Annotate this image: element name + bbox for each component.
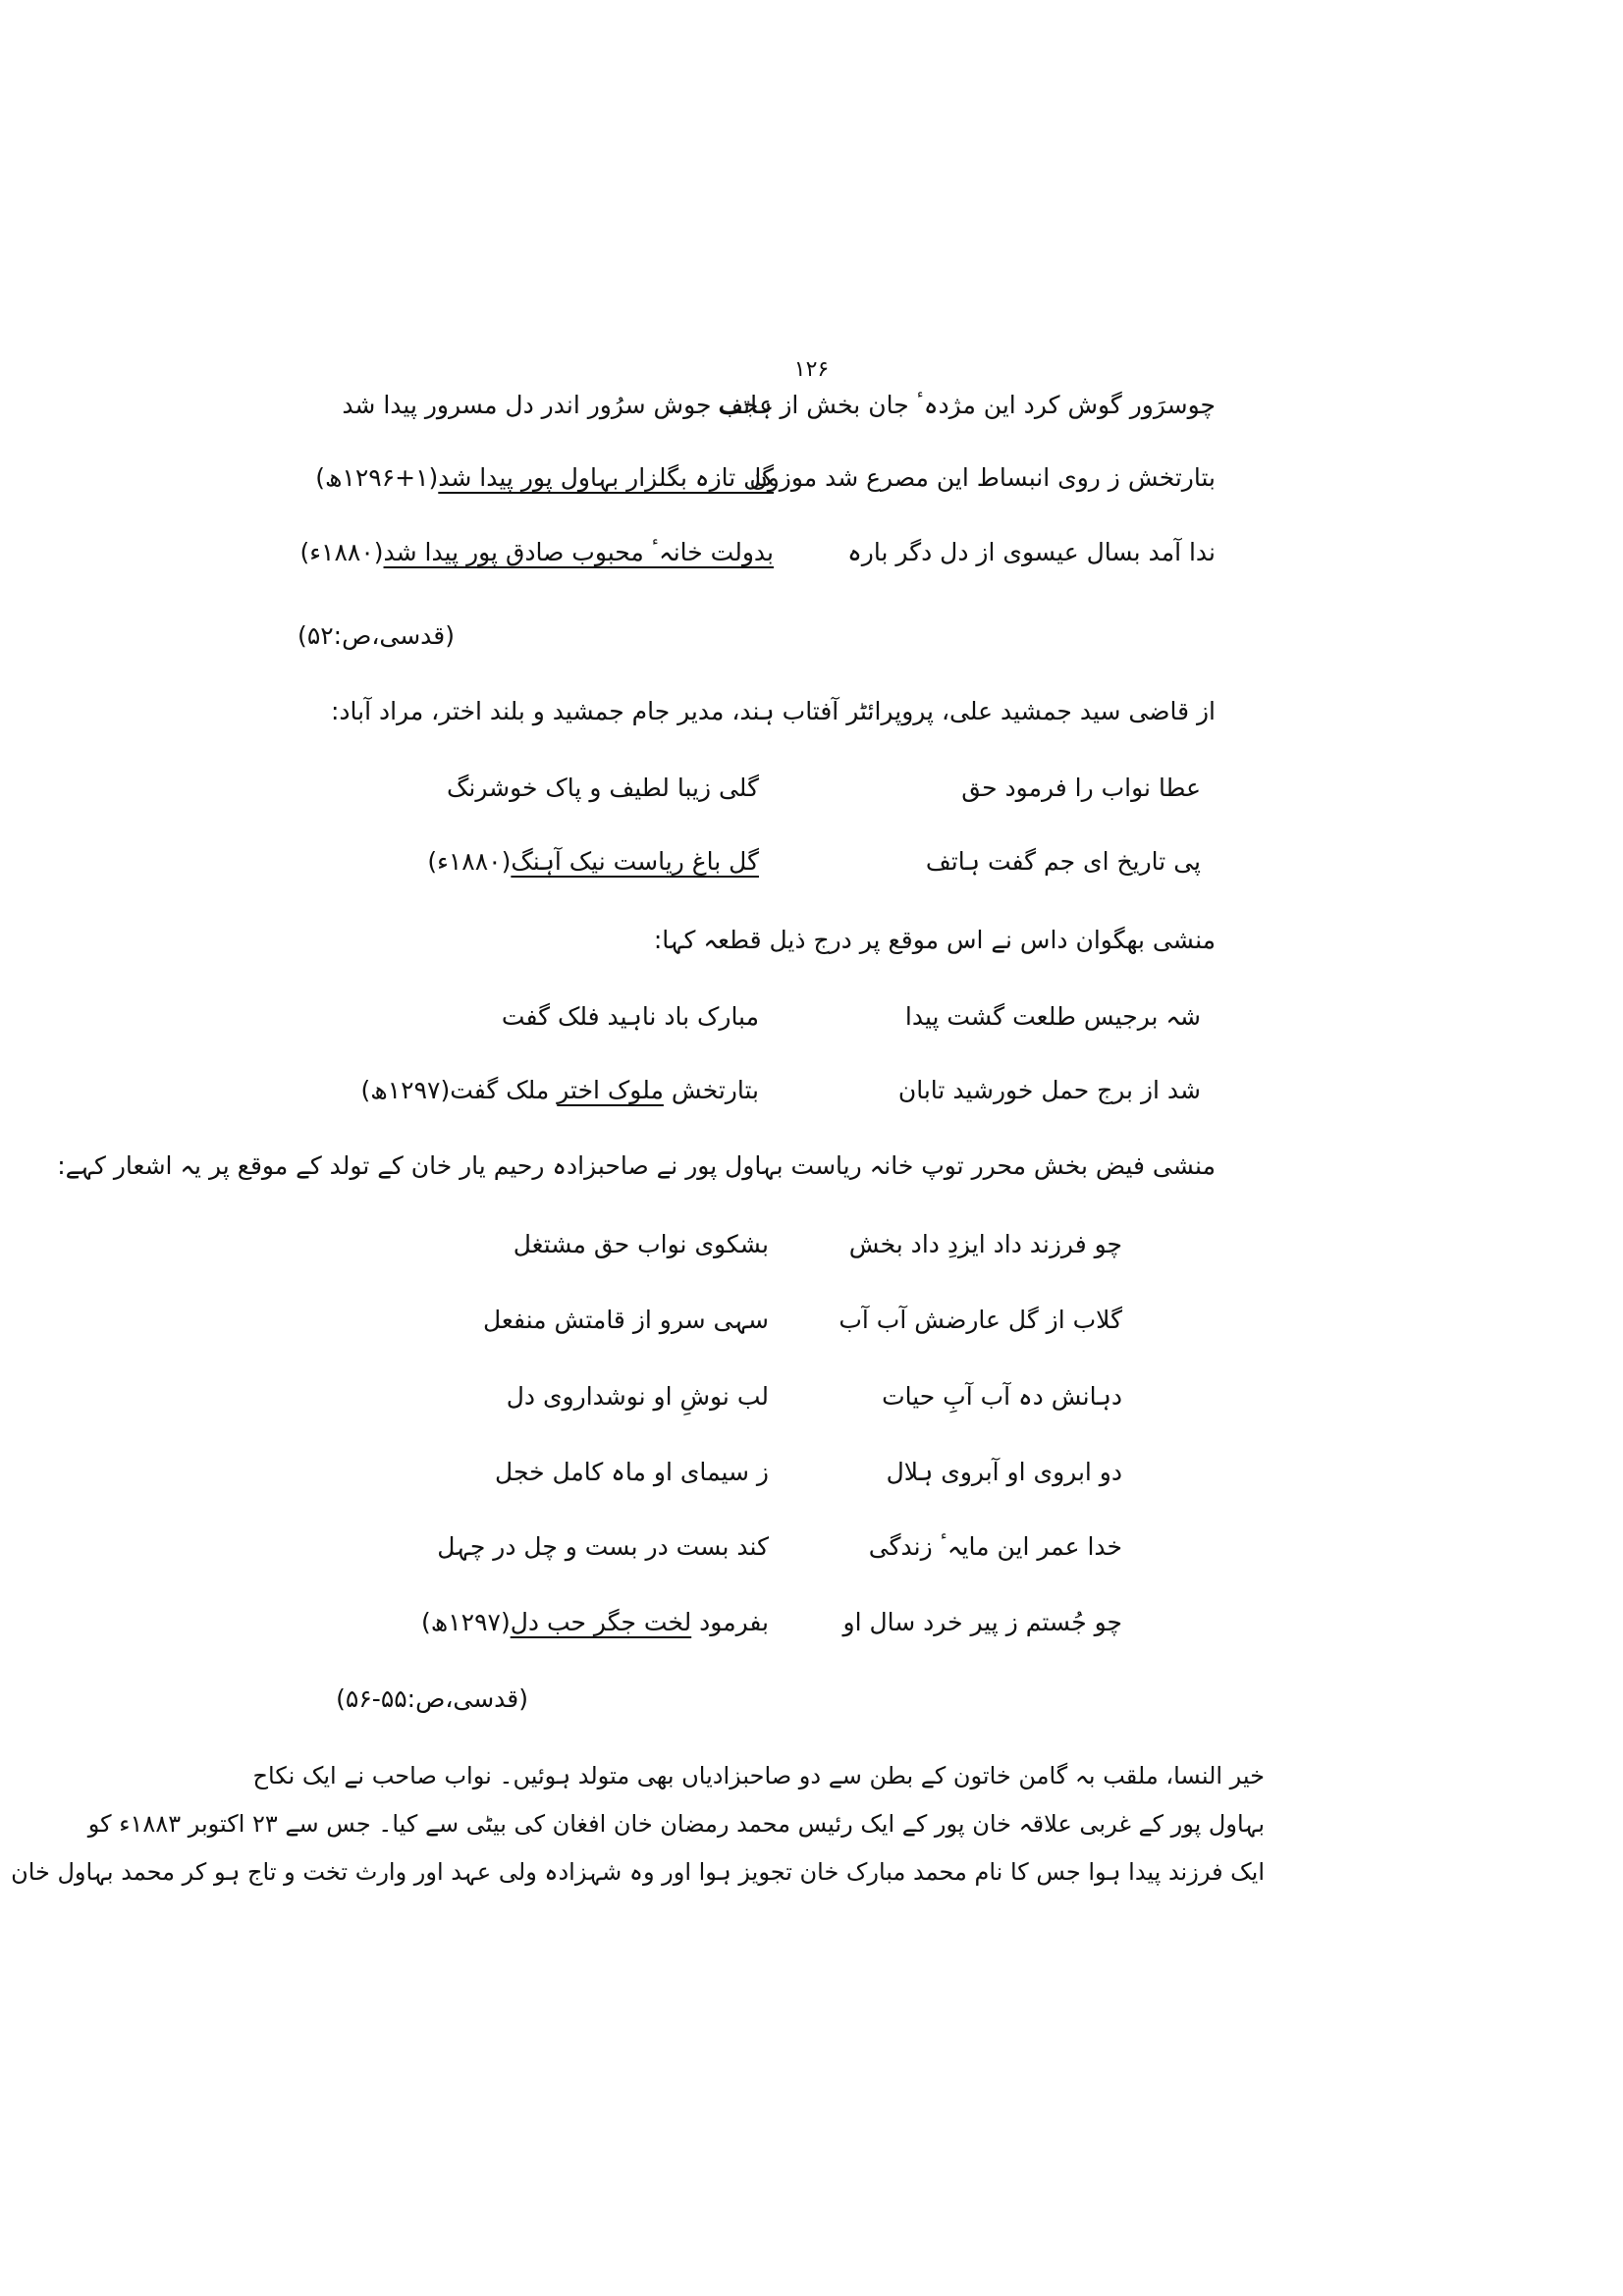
verse-second-hemistich: گلی زیبا لطیف و پاک خوشرنگ (447, 774, 759, 802)
verse-second-hemistich: لب نوشِ او نوشداروی دل (506, 1382, 769, 1411)
verse-first-hemistich: ندا آمد بسال عیسوی از دل دگر بارہ (847, 538, 1216, 566)
verse-second-hemistich: گل باغ ریاست نیک آہنگ(۱۸۸۰ء) (427, 847, 759, 876)
verse-first-hemistich: چو جُستم ز پیر خرد سال او (842, 1608, 1122, 1636)
verse-second-hemistich: بشکوی نواب حق مشتغل (513, 1230, 769, 1258)
page-number: ۱۲۶ (793, 357, 830, 382)
verse-second-hemistich: بدولت خانہٴ محبوب صادق پور پیدا شد(۱۸۸۰ء) (299, 538, 774, 566)
verse-second-hemistich: مبارک باد ناہید فلک گفت (501, 1002, 759, 1031)
verse-first-hemistich: شد از برج حمل خورشید تابان (897, 1076, 1201, 1104)
verse-first-hemistich: چو فرزند داد ایزدِ داد بخش (848, 1230, 1122, 1258)
verse-second-hemistich: گل تازہ بگلزار بہاول پور پیدا شد(۱+۱۲۹۶ھ) (315, 463, 774, 492)
verse-second-hemistich: عجب جوش سرُور اندر دل مسرور پیدا شد (342, 391, 774, 419)
paragraph-line: خیر النسا، ملقب بہ گامن خاتون کے بطن سے دو صاحبزادیاں بھی متولد ہوئیں۔ نواب صاحب نے ایک نکاح (252, 1762, 1265, 1789)
verse-first-hemistich: بتارتخش ز روی انبساط این مصرع شد موزون (749, 463, 1216, 492)
citation: (قدسی،ص:۵۵-۵۶) (336, 1684, 528, 1713)
verse-second-hemistich: بتارتخش ملوک اختر ملک گفت(۱۲۹۷ھ) (360, 1076, 759, 1104)
verse-first-hemistich: خدا عمر این مایہٴ زندگی (868, 1532, 1122, 1561)
verse-first-hemistich: شہ برجیس طلعت گشت پیدا (904, 1002, 1201, 1031)
verse-first-hemistich: دہانش دہ آب آبِ حیات (882, 1382, 1122, 1411)
verse-second-hemistich: ز سیمای او ماہ کامل خجل (495, 1458, 769, 1486)
verse-second-hemistich: سہی سرو از قامتش منفعل (482, 1306, 769, 1334)
citation: (قدسی،ص:۵۲) (298, 621, 455, 650)
intro-text: منشی بھگوان داس نے اس موقع پر درج ذیل قطعہ کہا: (653, 926, 1216, 954)
intro-text: منشی فیض بخش محرر توپ خانہ ریاست بہاول پور نے صاحبزادہ رحیم یار خان کے تولد کے موقع پر یہ اشعار کہے: (57, 1151, 1216, 1180)
verse-first-hemistich: عطا نواب را فرمود حق (961, 774, 1201, 802)
verse-first-hemistich: پی تاریخ ای جم گفت ہاتف (925, 847, 1201, 876)
verse-first-hemistich: گلاب از گل عارضش آب آب (839, 1306, 1122, 1334)
verse-second-hemistich: کند بست در بست و چل در چہل (437, 1532, 769, 1561)
verse-first-hemistich: چوسرَور گوش کرد این مژدہٴ جان بخش از ہاتف (718, 391, 1216, 419)
paragraph-line: ایک فرزند پیدا ہوا جس کا نام محمد مبارک خان تجویز ہوا اور وہ شہزادہ ولی عہد اور وارث تخت و تاج ہو کر محمد بہاول خان (11, 1858, 1265, 1886)
verse-first-hemistich: دو ابروی او آبروی ہلال (886, 1458, 1122, 1486)
verse-second-hemistich: بفرمود لخت جگر حب دل(۱۲۹۷ھ) (421, 1608, 769, 1636)
body-paragraph (11, 1752, 1265, 1896)
paragraph-line: بہاول پور کے غربی علاقہ خان پور کے ایک رئیس محمد رمضان خان افغان کی بیٹی سے کیا۔ جس سے ۲۳ اکتوبر ۱۸۸۳ء کو (87, 1810, 1265, 1838)
intro-text: از قاضی سید جمشید علی، پروپرائٹر آفتاب ہند، مدیر جام جمشید و بلند اختر، مراد آباد: (330, 697, 1216, 725)
